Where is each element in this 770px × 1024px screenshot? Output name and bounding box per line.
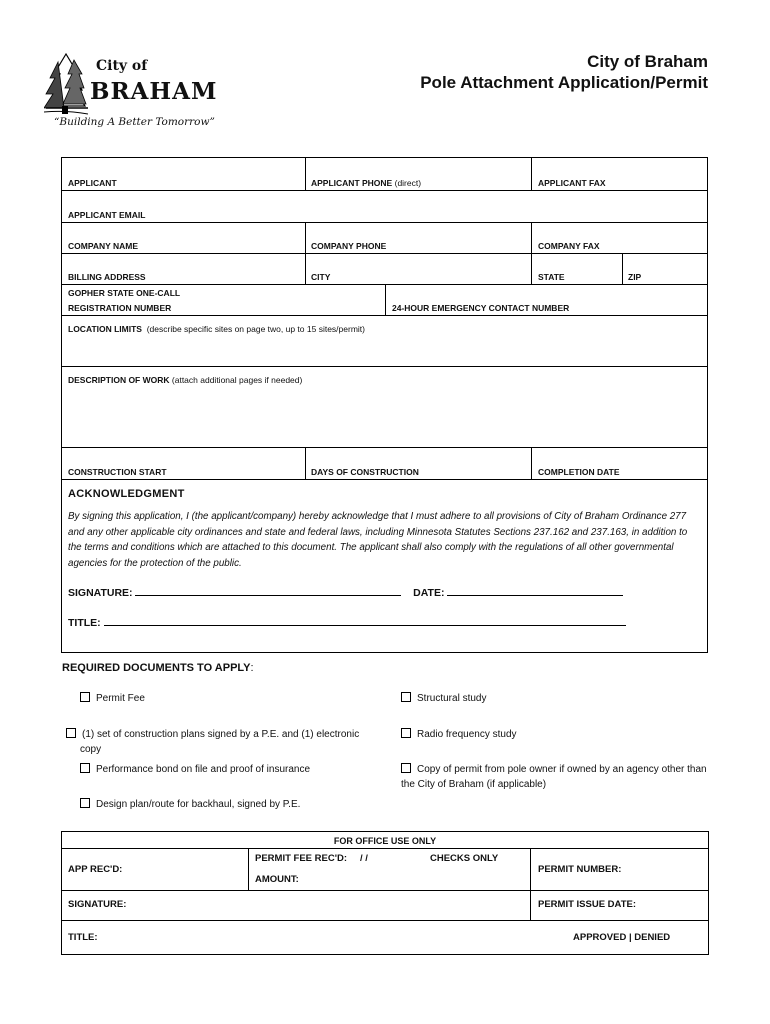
document-title: City of Braham (587, 52, 708, 71)
checkbox-icon[interactable] (401, 728, 411, 738)
state-label: STATE (538, 272, 565, 282)
applicant-phone-label: APPLICANT PHONE (311, 178, 393, 188)
office-divider (530, 848, 531, 920)
permit-fee-recd-label: PERMIT FEE REC'D: (255, 853, 347, 864)
required-item-label: Design plan/route for backhaul, signed by P.E. (96, 799, 301, 810)
document-subtitle: Pole Attachment Application/Permit (420, 73, 708, 92)
form-divider (305, 447, 306, 479)
checkbox-icon[interactable] (66, 728, 76, 738)
location-limits-note: (describe specific sites on page two, up to 15 sites/permit) (146, 324, 365, 334)
checkbox-icon[interactable] (80, 798, 90, 808)
applicant-fax-label: APPLICANT FAX (538, 178, 606, 188)
office-use-header: FOR OFFICE USE ONLY (333, 836, 437, 846)
logo-city-text: City of (96, 58, 148, 74)
checks-only-label: CHECKS ONLY (430, 853, 499, 864)
office-title-label: TITLE: (68, 932, 98, 943)
location-limits-field[interactable] (68, 324, 698, 362)
amount-label: AMOUNT: (255, 874, 299, 885)
form-divider (61, 315, 708, 316)
permit-number-label: PERMIT NUMBER: (538, 864, 622, 875)
required-item-design-plan[interactable] (80, 797, 300, 812)
description-note: (attach additional pages if needed) (171, 375, 303, 385)
days-construction-label: DAYS OF CONSTRUCTION (311, 467, 419, 477)
company-fax-label: COMPANY FAX (538, 241, 600, 251)
form-divider (305, 222, 306, 284)
zip-field[interactable] (628, 272, 641, 283)
title-line (68, 616, 626, 629)
office-divider (61, 848, 709, 849)
company-name-field[interactable] (68, 241, 138, 252)
description-of-work-field[interactable] (68, 375, 698, 443)
gopher-registration-field[interactable] (68, 288, 180, 314)
completion-date-field[interactable] (538, 467, 620, 478)
city-label: CITY (311, 272, 331, 282)
emergency-contact-field[interactable] (392, 303, 569, 314)
form-divider (531, 447, 532, 479)
required-documents-title: REQUIRED DOCUMENTS TO APPLY (62, 662, 251, 674)
tree-icon (44, 52, 88, 118)
required-item-structural-study[interactable] (401, 691, 486, 706)
form-divider (61, 253, 708, 254)
company-fax-field[interactable] (538, 241, 600, 252)
construction-start-label: CONSTRUCTION START (68, 467, 167, 477)
billing-address-field[interactable] (68, 272, 146, 283)
title-label: TITLE: (68, 617, 101, 629)
billing-address-label: BILLING ADDRESS (68, 272, 146, 282)
required-item-radio-frequency[interactable] (401, 727, 517, 742)
app-recd-label: APP REC'D: (68, 864, 123, 875)
required-item-performance-bond[interactable] (80, 762, 310, 777)
applicant-email-field[interactable] (68, 210, 145, 221)
required-item-label: Radio frequency study (417, 729, 517, 740)
company-name-label: COMPANY NAME (68, 241, 139, 251)
gopher-label-line1: GOPHER STATE ONE-CALL (68, 288, 181, 298)
state-field[interactable] (538, 272, 565, 283)
form-divider (305, 157, 306, 190)
required-item-label: Performance bond on file and proof of insurance (96, 764, 311, 775)
required-item-label: Permit Fee (96, 693, 145, 704)
checkbox-icon[interactable] (401, 763, 411, 773)
date-input[interactable] (447, 586, 623, 596)
required-item-label: Structural study (417, 693, 487, 704)
required-documents-heading (62, 662, 254, 674)
form-divider (61, 479, 708, 480)
required-item-label: (1) set of construction plans signed by a P.E. and (1) electronic copy (80, 729, 360, 755)
form-divider (385, 284, 386, 315)
company-phone-field[interactable] (311, 241, 386, 252)
checkbox-icon[interactable] (80, 692, 90, 702)
location-limits-label: LOCATION LIMITS (68, 324, 142, 334)
applicant-label: APPLICANT (68, 178, 117, 188)
office-divider (61, 890, 709, 891)
acknowledgment-text: By signing this application, I (the applicant/company) hereby acknowledge that I must adhere to all provisions of City of Braham Ordinance 277 and any other applicable city ordinances and state and federal laws, including Minnesota Statutes Sections 237.162 and 237.163, in addition to the terms and conditions which are attached to this document. The applicant shall also comply with the regulations of all other governmental agencies for the protection of the public. (68, 511, 688, 569)
title-input[interactable] (104, 616, 626, 626)
applicant-fax-field[interactable] (538, 178, 606, 189)
signature-input[interactable] (135, 586, 401, 596)
document-title-block (420, 51, 708, 93)
city-logo (40, 48, 230, 138)
approved-denied-label[interactable]: APPROVED | DENIED (573, 932, 671, 943)
checkbox-icon[interactable] (401, 692, 411, 702)
date-label: DATE: (413, 587, 445, 599)
acknowledgment-heading: ACKNOWLEDGMENT (68, 488, 185, 500)
permit-fee-date-slashes: / / (360, 853, 368, 864)
gopher-label-line2: REGISTRATION NUMBER (68, 303, 172, 313)
form-divider (61, 222, 708, 223)
applicant-email-label: APPLICANT EMAIL (68, 210, 146, 220)
form-divider (531, 157, 532, 190)
zip-label: ZIP (628, 272, 642, 282)
required-item-label: Copy of permit from pole owner if owned by an agency other than the City of Braham (if applicable) (401, 764, 707, 790)
signature-label: SIGNATURE: (68, 587, 133, 599)
completion-date-label: COMPLETION DATE (538, 467, 620, 477)
office-signature-label: SIGNATURE: (68, 899, 127, 910)
construction-start-field[interactable] (68, 467, 167, 478)
logo-tagline: “Building A Better Tomorrow” (54, 116, 215, 128)
form-divider (61, 447, 708, 448)
applicant-field[interactable] (68, 178, 117, 189)
signature-line (68, 586, 623, 599)
description-label: DESCRIPTION OF WORK (68, 375, 170, 385)
applicant-phone-note: (direct) (394, 178, 422, 188)
city-field[interactable] (311, 272, 330, 283)
applicant-phone-field[interactable] (311, 178, 421, 189)
logo-name-text: BRAHAM (90, 78, 218, 105)
permit-issue-date-label: PERMIT ISSUE DATE: (538, 899, 636, 910)
required-item-construction-plans[interactable] (80, 727, 360, 757)
office-divider (248, 848, 249, 890)
required-item-pole-owner-permit[interactable] (401, 762, 721, 792)
days-of-construction-field[interactable] (311, 467, 419, 478)
form-divider (531, 222, 532, 284)
required-documents-colon: : (250, 662, 254, 674)
emergency-contact-label: 24-HOUR EMERGENCY CONTACT NUMBER (392, 303, 570, 313)
checkbox-icon[interactable] (80, 763, 90, 773)
form-divider (61, 366, 708, 367)
office-divider (61, 920, 709, 921)
required-item-permit-fee[interactable] (80, 691, 145, 706)
form-divider (622, 253, 623, 284)
company-phone-label: COMPANY PHONE (311, 241, 387, 251)
form-divider (61, 190, 708, 191)
